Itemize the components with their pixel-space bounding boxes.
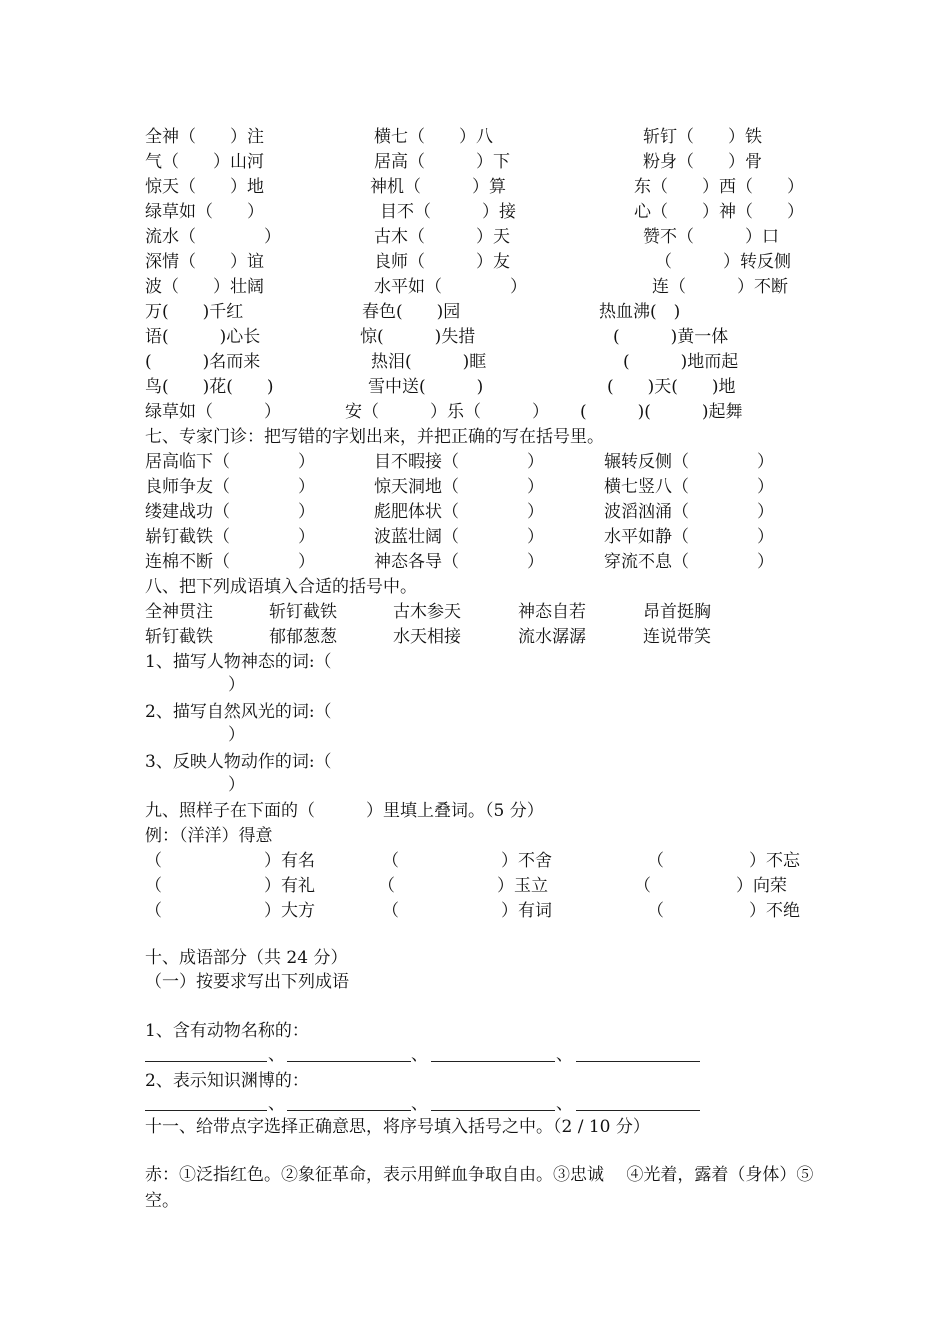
- section-title: 七、专家门诊：把写错的字划出来，并把正确的写在括号里。: [145, 427, 604, 447]
- correction-item: 水平如静（ ）: [604, 527, 774, 547]
- separator: 、: [411, 1094, 428, 1114]
- reduplication-item: （ ）有词: [382, 901, 552, 921]
- idiom-item: 绿草如（ ）: [145, 202, 264, 222]
- idiom-item: 惊天（ ）地: [145, 177, 264, 197]
- question-1: 1、含有动物名称的：: [145, 1021, 309, 1041]
- idiom-item: 横七（ ）八: [374, 127, 493, 147]
- question-close-paren: ）: [228, 675, 245, 695]
- idiom-item: 居高（ ）下: [374, 152, 510, 172]
- correction-item: 彪肥体状（ ）: [374, 502, 544, 522]
- word-bank-item: 全神贯注: [145, 602, 213, 622]
- idiom-item: 波（ ）壮阔: [145, 277, 264, 297]
- idiom-item: 热泪( )眶: [371, 352, 487, 372]
- idiom-item: 绿草如（ ）: [145, 402, 281, 422]
- correction-item: 居高临下（ ）: [145, 452, 315, 472]
- idiom-item: 惊( )失措: [360, 327, 476, 347]
- reduplication-item: （ ）玉立: [378, 876, 548, 896]
- correction-item: 横七竖八（ ）: [604, 477, 774, 497]
- idiom-item: 东（ ）西（ ）: [634, 177, 804, 197]
- idiom-item: 全神（ ）注: [145, 127, 264, 147]
- question-close-paren: ）: [228, 775, 245, 795]
- correction-item: 波蓝壮阔（ ）: [374, 527, 544, 547]
- correction-item: 惊天洞地（ ）: [374, 477, 544, 497]
- answer-blank[interactable]: [145, 1110, 267, 1111]
- correction-item: 神态各导（ ）: [374, 552, 544, 572]
- question-2: 2、表示知识渊博的：: [145, 1071, 309, 1091]
- idiom-item: 深情（ ）谊: [145, 252, 264, 272]
- answer-blank[interactable]: [576, 1110, 700, 1111]
- section-title: 十一、给带点字选择正确意思，将序号填入括号之中。（2 / 10 分）: [145, 1117, 650, 1137]
- idiom-item: ( )天( )地: [607, 377, 736, 397]
- idiom-item: 粉身（ ）骨: [643, 152, 762, 172]
- question-3: 3、反映人物动作的词:（: [145, 752, 332, 772]
- separator: 、: [556, 1045, 573, 1065]
- word-bank-item: 神态自若: [518, 602, 586, 622]
- word-bank-item: 斩钉截铁: [269, 602, 337, 622]
- idiom-item: 神机（ ）算: [370, 177, 506, 197]
- answer-blank[interactable]: [431, 1110, 555, 1111]
- separator: 、: [411, 1045, 428, 1065]
- idiom-item: （ ）转反侧: [655, 252, 791, 272]
- idiom-item: 语( )心长: [145, 327, 261, 347]
- correction-item: 良师争友（ ）: [145, 477, 315, 497]
- idiom-item: 流水（ ）: [145, 227, 281, 247]
- correction-item: 穿流不息（ ）: [604, 552, 774, 572]
- idiom-item: 良师（ ）友: [374, 252, 510, 272]
- idiom-item: 目不（ ）接: [380, 202, 516, 222]
- question-2: 2、描写自然风光的词:（: [145, 702, 332, 722]
- reduplication-item: （ ）大方: [145, 901, 315, 921]
- reduplication-item: （ ）向荣: [634, 876, 787, 896]
- question-1: 1、描写人物神态的词:（: [145, 652, 332, 672]
- definition-paragraph: 赤：①泛指红色。②象征革命，表示用鲜血争取自由。③忠诚 ④光着，露着（身体）⑤空。: [145, 1165, 814, 1211]
- idiom-item: ( )名而来: [145, 352, 261, 372]
- reduplication-item: （ ）不舍: [382, 851, 552, 871]
- separator: 、: [556, 1094, 573, 1114]
- correction-item: 连棉不断（ ）: [145, 552, 315, 572]
- correction-item: 崭钉截铁（ ）: [145, 527, 315, 547]
- example-line: 例：（洋洋）得意: [145, 826, 273, 846]
- word-bank-item: 昂首挺胸: [643, 602, 711, 622]
- reduplication-item: （ ）有礼: [145, 876, 315, 896]
- correction-item: 目不暇接（ ）: [374, 452, 544, 472]
- question-close-paren: ）: [228, 725, 245, 745]
- answer-blank[interactable]: [145, 1061, 267, 1062]
- correction-item: 波滔汹涌（ ）: [604, 502, 774, 522]
- idiom-item: ( )黄一体: [613, 327, 729, 347]
- word-bank-item: 水天相接: [393, 627, 461, 647]
- idiom-item: 雪中送( ): [368, 377, 484, 397]
- word-bank-item: 斩钉截铁: [145, 627, 213, 647]
- idiom-item: 古木（ ）天: [374, 227, 510, 247]
- idiom-item: 连（ ）不断: [652, 277, 788, 297]
- subsection-title: （一）按要求写出下列成语: [145, 972, 349, 992]
- answer-blank[interactable]: [431, 1061, 555, 1062]
- correction-item: 缕建战功（ ）: [145, 502, 315, 522]
- correction-item: 辗转反侧（ ）: [604, 452, 774, 472]
- reduplication-item: （ ）不忘: [647, 851, 800, 871]
- word-bank-item: 古木参天: [393, 602, 461, 622]
- word-bank-item: 流水潺潺: [518, 627, 586, 647]
- idiom-item: 斩钉（ ）铁: [643, 127, 762, 147]
- idiom-item: ( )( )起舞: [580, 402, 743, 422]
- separator: 、: [268, 1045, 285, 1065]
- section-title: 十、成语部分（共 24 分）: [145, 948, 348, 968]
- idiom-item: 热血沸( ): [599, 302, 681, 322]
- idiom-item: 万( )千红: [145, 302, 244, 322]
- word-bank-item: 连说带笑: [643, 627, 711, 647]
- answer-blank[interactable]: [287, 1110, 411, 1111]
- word-bank-item: 郁郁葱葱: [269, 627, 337, 647]
- reduplication-item: （ ）不绝: [647, 901, 800, 921]
- section-title: 八、把下列成语填入合适的括号中。: [145, 577, 417, 597]
- idiom-item: 水平如（ ）: [374, 277, 527, 297]
- answer-blank[interactable]: [287, 1061, 411, 1062]
- separator: 、: [268, 1094, 285, 1114]
- idiom-item: 春色( )园: [362, 302, 461, 322]
- idiom-item: ( )地而起: [623, 352, 739, 372]
- idiom-item: 赞不（ ）口: [643, 227, 779, 247]
- idiom-item: 心（ ）神（ ）: [634, 202, 804, 222]
- answer-blank[interactable]: [576, 1061, 700, 1062]
- idiom-item: 气（ ）山河: [145, 152, 264, 172]
- idiom-item: 安（ ）乐（ ）: [345, 402, 549, 422]
- section-title: 九、照样子在下面的（ ）里填上叠词。（5 分）: [145, 801, 544, 821]
- reduplication-item: （ ）有名: [145, 851, 315, 871]
- idiom-item: 鸟( )花( ): [145, 377, 274, 397]
